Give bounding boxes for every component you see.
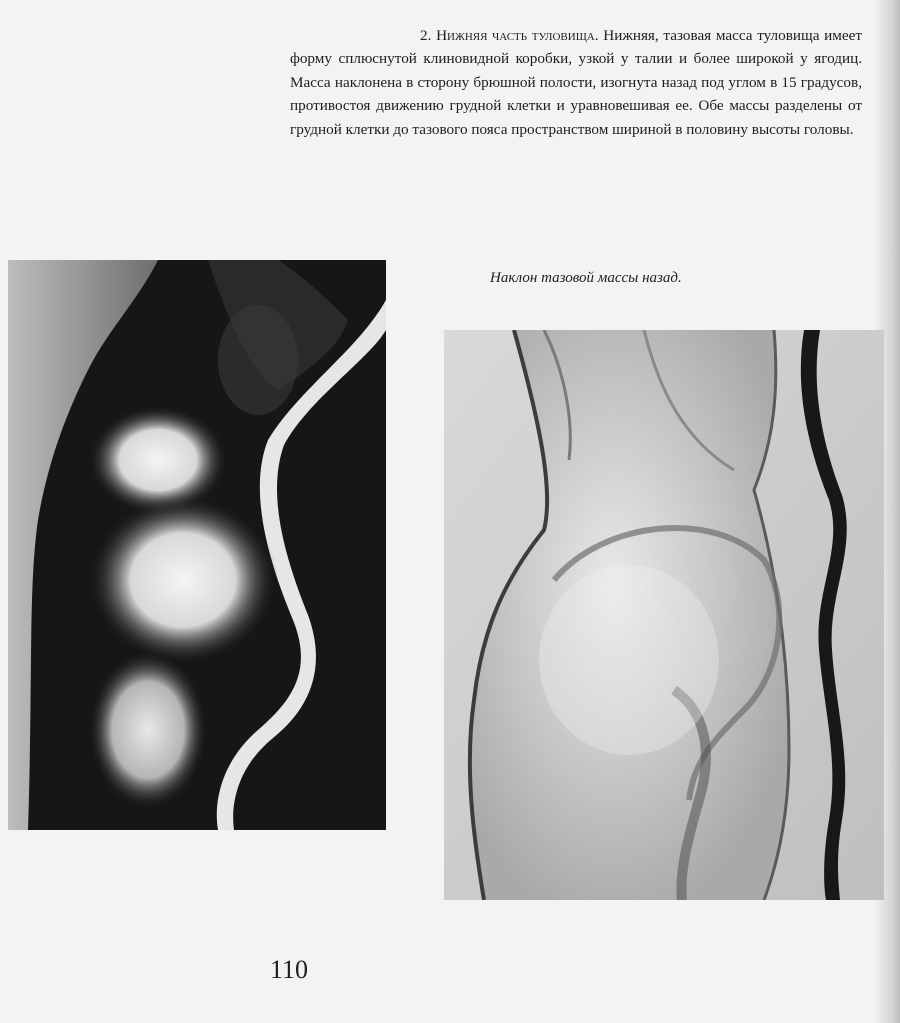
paragraph-body: Нижняя, тазовая масса туловища имеет форму сплюснутой клиновидной коробки, узкой у талии и более широкой у ягодиц. Масса наклонена в сторону брюшной полости, изогнута назад под углом в 15 градусов, противостоя движению грудной клетки и уравновешивая ее. Обе массы разделены от грудной клетки до тазового пояса пространством шириной в половину высоты головы. <box>290 27 863 138</box>
body-paragraph <box>290 24 862 141</box>
page-number: 110 <box>270 955 309 984</box>
charcoal-torso-illustration <box>8 260 386 830</box>
paragraph-title: 2. Нижняя часть туловища. <box>420 27 599 44</box>
figure-caption: Наклон тазовой массы назад. <box>490 270 682 286</box>
pencil-hip-illustration <box>444 330 884 900</box>
